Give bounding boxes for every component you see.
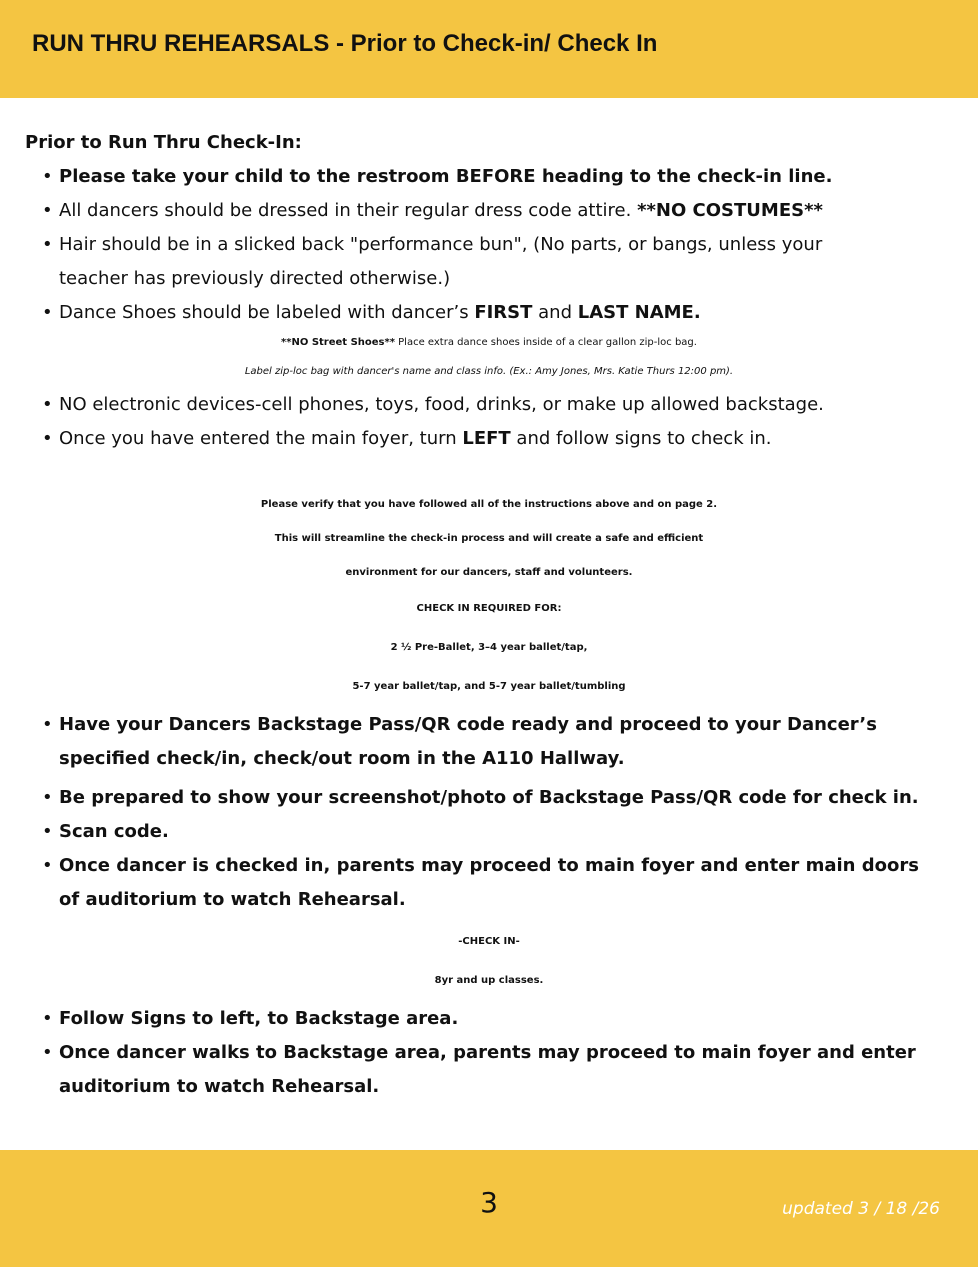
screenshot-text: Be prepared to show your screenshot/photo of Backstage Pass/QR code for check in.	[59, 787, 919, 808]
no-street-shoes-text: **NO Street Shoes**	[281, 337, 395, 348]
verify-line-1: Please verify that you have followed all of the instructions above and on page 2.	[260, 499, 718, 510]
shoes-plain: Dance Shoes should be labeled with dancer’s	[59, 302, 475, 323]
bullet-icon: •	[42, 428, 53, 449]
dress-code-text	[59, 199, 823, 223]
zip-loc-text: Place extra dance shoes inside of a clear gallon zip-loc bag.	[394, 337, 697, 348]
bullet-icon: •	[42, 787, 53, 808]
walks-text-2: auditorium to watch Rehearsal.	[59, 1076, 380, 1097]
first-text: FIRST	[474, 302, 533, 323]
street-shoes-note	[0, 333, 978, 353]
bullet-icon: •	[42, 714, 53, 735]
last-name-text: LAST NAME.	[577, 302, 701, 323]
bullet-icon: •	[42, 855, 53, 876]
bullet-icon: •	[42, 302, 53, 323]
restroom-text: Please take your child to the restroom BEFORE heading to the check-in line.	[59, 166, 833, 187]
bullet-icon: •	[42, 821, 53, 842]
bullet-icon: •	[42, 166, 53, 187]
required-classes-1: 2 ½ Pre-Ballet, 3–4 year ballet/tap,	[390, 642, 588, 653]
updated-date: updated 3 / 18 /26	[782, 1199, 940, 1219]
pass-text-1: Have your Dancers Backstage Pass/QR code ready and proceed to your Dancer’s	[59, 714, 877, 735]
bullet-icon: •	[42, 394, 53, 415]
page-number: 3	[480, 1186, 498, 1219]
scan-text: Scan code.	[59, 821, 169, 842]
shoes-text	[59, 301, 701, 325]
bullet-icon: •	[42, 200, 53, 221]
verify-line-2: This will streamline the check-in process and will create a safe and efficient	[274, 533, 704, 544]
older-classes-heading: 8yr and up classes.	[434, 975, 544, 986]
hair-text-2: teacher has previously directed otherwise.)	[59, 268, 451, 289]
page-title: RUN THRU REHEARSALS - Prior to Check-in/ Check In	[32, 30, 658, 57]
prior-heading: Prior to Run Thru Check-In:	[25, 132, 302, 153]
required-heading: CHECK IN REQUIRED FOR:	[416, 603, 562, 614]
left-text: LEFT	[462, 428, 511, 449]
pass-text-2: specified check/in, check/out room in the A110 Hallway.	[59, 748, 625, 769]
hair-text-1: Hair should be in a slicked back "performance bun", (No parts, or bangs, unless your	[59, 234, 823, 255]
bullet-icon: •	[42, 1008, 53, 1029]
bullet-icon: •	[42, 234, 53, 255]
no-costumes-text: **NO COSTUMES**	[637, 200, 823, 221]
signs-text: Follow Signs to left, to Backstage area.	[59, 1008, 459, 1029]
check-in-heading: -CHECK IN-	[458, 936, 520, 947]
bullet-icon: •	[42, 1042, 53, 1063]
verify-line-3: environment for our dancers, staff and volunteers.	[345, 567, 633, 578]
label-bag-note: Label zip-loc bag with dancer's name and class info. (Ex.: Amy Jones, Mrs. Katie Thurs 12:00 pm).	[244, 366, 734, 377]
electronics-text: NO electronic devices-cell phones, toys, food, drinks, or make up allowed backstage.	[59, 394, 824, 415]
checked-in-text-1: Once dancer is checked in, parents may proceed to main foyer and enter main doors	[59, 855, 919, 876]
foyer-end: and follow signs to check in.	[510, 428, 772, 449]
and-text: and	[532, 302, 578, 323]
header-band	[0, 0, 978, 98]
walks-text-1: Once dancer walks to Backstage area, parents may proceed to main foyer and enter	[59, 1042, 916, 1063]
required-classes-2: 5-7 year ballet/tap, and 5-7 year ballet/tumbling	[352, 681, 626, 692]
foyer-text	[59, 427, 771, 451]
dress-code-plain: All dancers should be dressed in their regular dress code attire.	[59, 200, 638, 221]
foyer-plain: Once you have entered the main foyer, turn	[59, 428, 463, 449]
checked-in-text-2: of auditorium to watch Rehearsal.	[59, 889, 406, 910]
